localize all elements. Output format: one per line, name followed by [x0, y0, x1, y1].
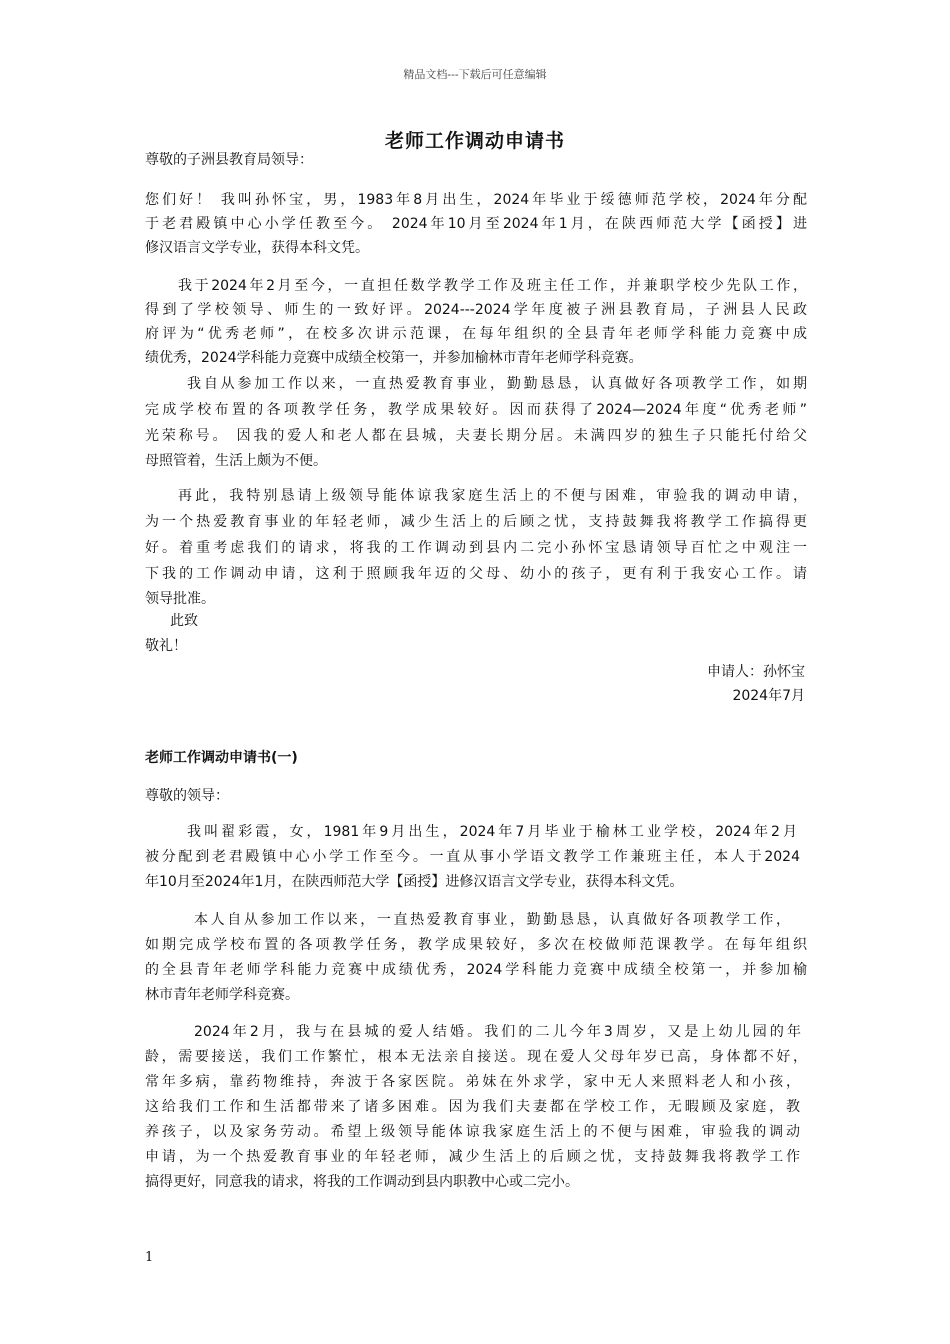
page-number: 1	[145, 1250, 154, 1265]
letter2-line: 申请，为一个热爱教育事业的年轻老师，减少生活上的后顾之忧，支持鼓舞我将教学工作	[145, 1149, 800, 1165]
letter2-line: 搞得更好，同意我的请求，将我的工作调动到县内职教中心或二完小。	[145, 1174, 579, 1190]
page-header: 精品文档---下载后可任意编辑	[403, 68, 547, 81]
letter2-line: 常年多病，靠药物维持，奔波于各家医院。弟妹在外求学，家中无人来照料老人和小孩，	[145, 1074, 800, 1090]
letter1-line: 为一个热爱教育事业的年轻老师，减少生活上的后顾之忧，支持鼓舞我将教学工作搞得更	[145, 514, 807, 530]
letter1-line: 再此，我特别恳请上级领导能体谅我家庭生活上的不便与困难，审验我的调动申请，	[178, 488, 807, 504]
letter2-title: 老师工作调动申请书(一)	[145, 750, 298, 766]
letter1-line: 修汉语言文学专业，获得本科文凭。	[145, 240, 369, 256]
letter2-line: 这给我们工作和生活都带来了诸多困难。因为我们夫妻都在学校工作，无暇顾及家庭，教	[145, 1099, 800, 1115]
letter1-line: 领导批准。	[145, 591, 215, 607]
letter1-line: 绩优秀，2024学科能力竞赛中成绩全校第一，并参加榆林市青年老师学科竞赛。	[145, 350, 643, 366]
letter2-line: 龄，需要接送，我们工作繁忙，根本无法亲自接送。现在爱人父母年岁已高，身体都不好，	[145, 1049, 807, 1065]
letter2-line: 林市青年老师学科竞赛。	[145, 987, 299, 1003]
letter1-line: 得到了学校领导、师生的一致好评。2024---2024学年度被子洲县教育局，子洲县人民政	[145, 302, 807, 318]
letter2-line: 养孩子，以及家务劳动。希望上级领导能体谅我家庭生活上的不便与困难，审验我的调动	[145, 1124, 800, 1140]
letter2-line: 被分配到老君殿镇中心小学工作至今。一直从事小学语文教学工作兼班主任，本人于2024	[145, 849, 800, 865]
letter2-salutation: 尊敬的领导：	[145, 788, 229, 804]
letter1-salutation: 尊敬的子洲县教育局领导：	[145, 152, 313, 168]
letter1-line: 下我的工作调动申请，这利于照顾我年迈的父母、幼小的孩子，更有利于我安心工作。请	[145, 566, 807, 582]
letter1-title: 老师工作调动申请书	[384, 130, 565, 152]
letter2-line: 我叫翟彩霞，女，1981年9月出生，2024年7月毕业于榆林工业学校，2024年2月	[187, 824, 797, 840]
letter2-line: 的全县青年老师学科能力竞赛中成绩优秀，2024学科能力竞赛中成绩全校第一，并参加榆	[145, 962, 807, 978]
letter2-line: 本人自从参加工作以来，一直热爱教育事业，勤勤恳恳，认真做好各项教学工作，	[194, 912, 790, 928]
letter1-line: 我自从参加工作以来，一直热爱教育事业，勤勤恳恳，认真做好各项教学工作，如期	[187, 376, 807, 392]
letter1-line: 于老君殿镇中心小学任教至今。 2024年10月至2024年1月，在陕西师范大学【函授】进	[145, 216, 807, 232]
letter1-closing: 敬礼！	[145, 638, 187, 654]
letter1-closing: 此致	[170, 613, 198, 629]
letter1-line: 您们好！ 我叫孙怀宝，男，1983年8月出生，2024年毕业于绥德师范学校，2024年分配	[145, 192, 807, 208]
letter1-line: 我于2024年2月至今，一直担任数学教学工作及班主任工作，并兼职学校少先队工作，	[178, 278, 807, 294]
letter1-line: 府评为“优秀老师”，在校多次讲示范课，在每年组织的全县青年老师学科能力竞赛中成	[145, 326, 807, 342]
letter1-signature: 申请人：孙怀宝	[707, 664, 805, 680]
letter1-date: 2024年7月	[732, 688, 805, 704]
letter2-line: 年10月至2024年1月，在陕西师范大学【函授】进修汉语言文学专业，获得本科文凭。	[145, 874, 684, 890]
letter1-line: 好。着重考虑我们的请求，将我的工作调动到县内二完小孙怀宝恳请领导百忙之中观注一	[145, 540, 807, 556]
letter1-line: 母照管着，生活上颇为不便。	[145, 453, 327, 469]
letter2-line: 如期完成学校布置的各项教学任务，教学成果较好，多次在校做师范课教学。在每年组织	[145, 937, 807, 953]
letter1-line: 光荣称号。 因我的爱人和老人都在县城，夫妻长期分居。未满四岁的独生子只能托付给父	[145, 428, 807, 444]
letter2-line: 2024年2月，我与在县城的爱人结婚。我们的二儿今年3周岁，又是上幼儿园的年	[194, 1024, 801, 1040]
letter1-line: 完成学校布置的各项教学任务，教学成果较好。因而获得了2024—2024年度“优秀老师”	[145, 402, 807, 418]
